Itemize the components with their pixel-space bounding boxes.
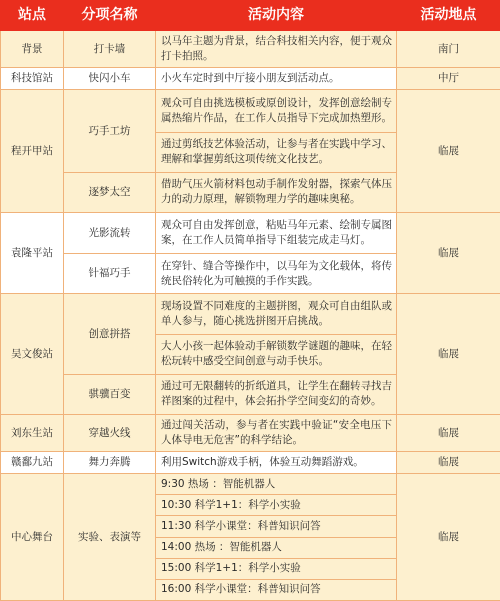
table-row — [1, 213, 500, 254]
item-cell: 创意拼搭 — [64, 294, 156, 374]
schedule-cell: 15:00 科学1+1：科学小实验 — [156, 558, 397, 579]
content-cell: 利用Switch游戏手柄，体验互动舞蹈游戏。 — [156, 452, 397, 474]
location-cell: 临展 — [397, 474, 500, 601]
item-cell: 快闪小车 — [64, 68, 156, 90]
station-cell: 袁隆平站 — [1, 213, 64, 294]
item-cell: 穿越火线 — [64, 414, 156, 451]
content-cell: 借助气压火箭材料包动手制作发射器，探索气体压力的动力原理，解锁物理力学的趣味奥秘。 — [156, 172, 397, 212]
table-row — [1, 90, 500, 132]
item-cell: 骐骥百变 — [64, 374, 156, 414]
station-cell: 吴文俊站 — [1, 294, 64, 415]
item-cell: 巧手工坊 — [64, 90, 156, 172]
station-cell: 赣鄱九站 — [1, 452, 64, 474]
table-row — [1, 31, 500, 68]
location-cell: 临展 — [397, 294, 500, 415]
schedule-cell: 10:30 科学1+1：科学小实验 — [156, 495, 397, 516]
item-cell: 打卡墙 — [64, 31, 156, 68]
item-cell: 舞力奔腾 — [64, 452, 156, 474]
content-cell: 通过剪纸技艺体验活动，让参与者在实践中学习、理解和掌握剪纸这项传统文化技艺。 — [156, 132, 397, 172]
location-cell: 中厅 — [397, 68, 500, 90]
table-row — [1, 452, 500, 474]
station-cell: 科技馆站 — [1, 68, 64, 90]
location-cell: 临展 — [397, 452, 500, 474]
header-location: 活动地点 — [397, 1, 500, 31]
table-row — [1, 294, 500, 334]
location-cell: 临展 — [397, 90, 500, 213]
content-cell: 观众可自由发挥创意，粘贴马年元素、绘制专属图案，在工作人员简单指导下组装完成走马灯。 — [156, 213, 397, 254]
content-cell: 现场设置不同难度的主题拼图，观众可自由组队或单人参与，随心挑选拼图开启挑战。 — [156, 294, 397, 334]
location-cell: 南门 — [397, 31, 500, 68]
station-cell: 中心舞台 — [1, 474, 64, 601]
content-cell: 通过闯关活动，参与者在实践中验证“安全电压下人体导电无危害”的科学结论。 — [156, 414, 397, 451]
header-station: 站点 — [1, 1, 64, 31]
table-row — [1, 68, 500, 90]
item-cell: 光影流转 — [64, 213, 156, 254]
item-cell: 针福巧手 — [64, 254, 156, 294]
schedule-cell: 9:30 热场 ：智能机器人 — [156, 474, 397, 495]
content-cell: 小火车定时到中厅接小朋友到活动点。 — [156, 68, 397, 90]
schedule-cell: 14:00 热场 ：智能机器人 — [156, 537, 397, 558]
table-row — [1, 414, 500, 451]
item-cell: 逐梦太空 — [64, 172, 156, 212]
item-cell: 实验、表演等 — [64, 474, 156, 601]
station-cell: 程开甲站 — [1, 90, 64, 213]
schedule-cell: 16:00 科学小课堂：科普知识问答 — [156, 579, 397, 600]
station-cell: 刘东生站 — [1, 414, 64, 451]
schedule-cell: 11:30 科学小课堂：科普知识问答 — [156, 516, 397, 537]
location-cell: 临展 — [397, 213, 500, 294]
table-row — [1, 474, 500, 495]
header-item: 分项名称 — [64, 1, 156, 31]
content-cell: 在穿针、缝合等操作中，以马年为文化载体，将传统民俗转化为可触摸的手作实践。 — [156, 254, 397, 294]
station-cell: 背景 — [1, 31, 64, 68]
content-cell: 以马年主题为背景，结合科技相关内容，便于观众打卡拍照。 — [156, 31, 397, 68]
content-cell: 通过可无限翻转的折纸道具，让学生在翻转寻找吉祥图案的过程中，体会拓扑学空间变幻的奇妙。 — [156, 374, 397, 414]
content-cell: 观众可自由挑选模板或原创设计，发挥创意绘制专属热缩片作品，在工作人员指导下完成加热塑形。 — [156, 90, 397, 132]
table-header-row — [1, 1, 500, 31]
header-content: 活动内容 — [156, 1, 397, 31]
content-cell: 大人小孩一起体验动手解锁数学谜题的趣味，在轻松玩转中感受空间创意与动手快乐。 — [156, 334, 397, 374]
location-cell: 临展 — [397, 414, 500, 451]
